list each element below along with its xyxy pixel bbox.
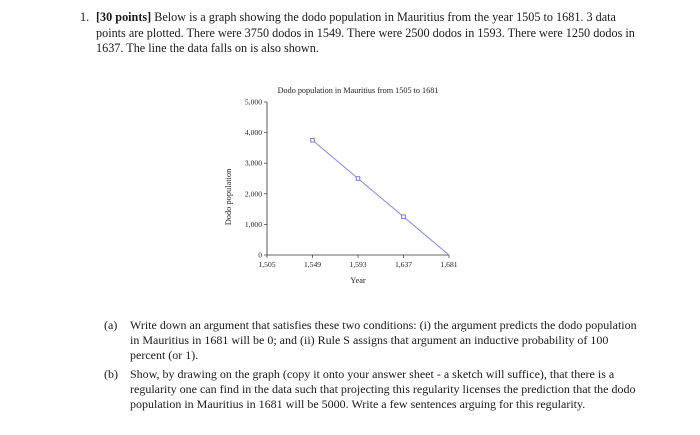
- y-axis-label: Dodo population: [224, 168, 233, 226]
- y-tick-label: 3,000: [244, 158, 262, 168]
- dodo-population-chart: [215, 80, 475, 290]
- chart-canvas: [215, 80, 475, 290]
- problem-statement: [80, 10, 640, 57]
- problem-number: 1.: [80, 10, 90, 24]
- y-tick-label: 0: [258, 250, 262, 260]
- trend-line: [313, 140, 450, 255]
- question-parts: [104, 318, 644, 415]
- x-tick-label: 1,681: [440, 260, 458, 269]
- problem-text: Below is a graph showing the dodo population in Mauritius from the year 1505 to 1681. 3 data points are plotted. There were 3750 dodos in 1549. There were 2500 dodos in 1593. There were 1250 dodos in 1637. The line the data falls on is also shown.: [96, 10, 635, 55]
- x-tick-label: 1,505: [258, 260, 276, 269]
- problem-text-block: [96, 10, 640, 57]
- part-a-text: Write down an argument that satisfies these two conditions: (i) the argument predicts the dodo population in Mauritius in 1681 will be 0; and (ii) Rule S assigns that argument an inductive probability of 100 percent (or 1).: [130, 318, 637, 363]
- problem-points: [30 points]: [96, 10, 152, 24]
- x-tick-label: 1,637: [394, 260, 413, 269]
- chart-ticks: [245, 98, 458, 270]
- part-b: [104, 367, 644, 413]
- data-point: [402, 215, 406, 219]
- x-tick-label: 1,549: [303, 260, 322, 269]
- y-tick-label: 1,000: [244, 219, 262, 229]
- x-axis-label: Year: [350, 276, 366, 285]
- chart-series: [311, 138, 449, 255]
- chart-title: Dodo population in Mauritius from 1505 to 1681: [277, 86, 439, 95]
- y-tick-label: 2,000: [244, 189, 262, 199]
- x-tick-label: 1,593: [349, 260, 367, 269]
- part-b-label: (b): [104, 366, 118, 381]
- part-a-label: (a): [104, 318, 118, 332]
- part-b-text: Show, by drawing on the graph (copy it onto your answer sheet - a sketch will suffice), that there is a regularity one can find in the data such that projecting this regularity licenses the prediction that the dodo population in Mauritius in 1681 will be 5000. Write a few sentences arguing for this regularity.: [130, 366, 636, 412]
- y-tick-label: 4,000: [244, 128, 262, 138]
- part-a: [104, 318, 644, 364]
- y-tick-label: 5,000: [244, 97, 262, 107]
- data-point: [311, 138, 315, 142]
- data-point: [356, 177, 360, 181]
